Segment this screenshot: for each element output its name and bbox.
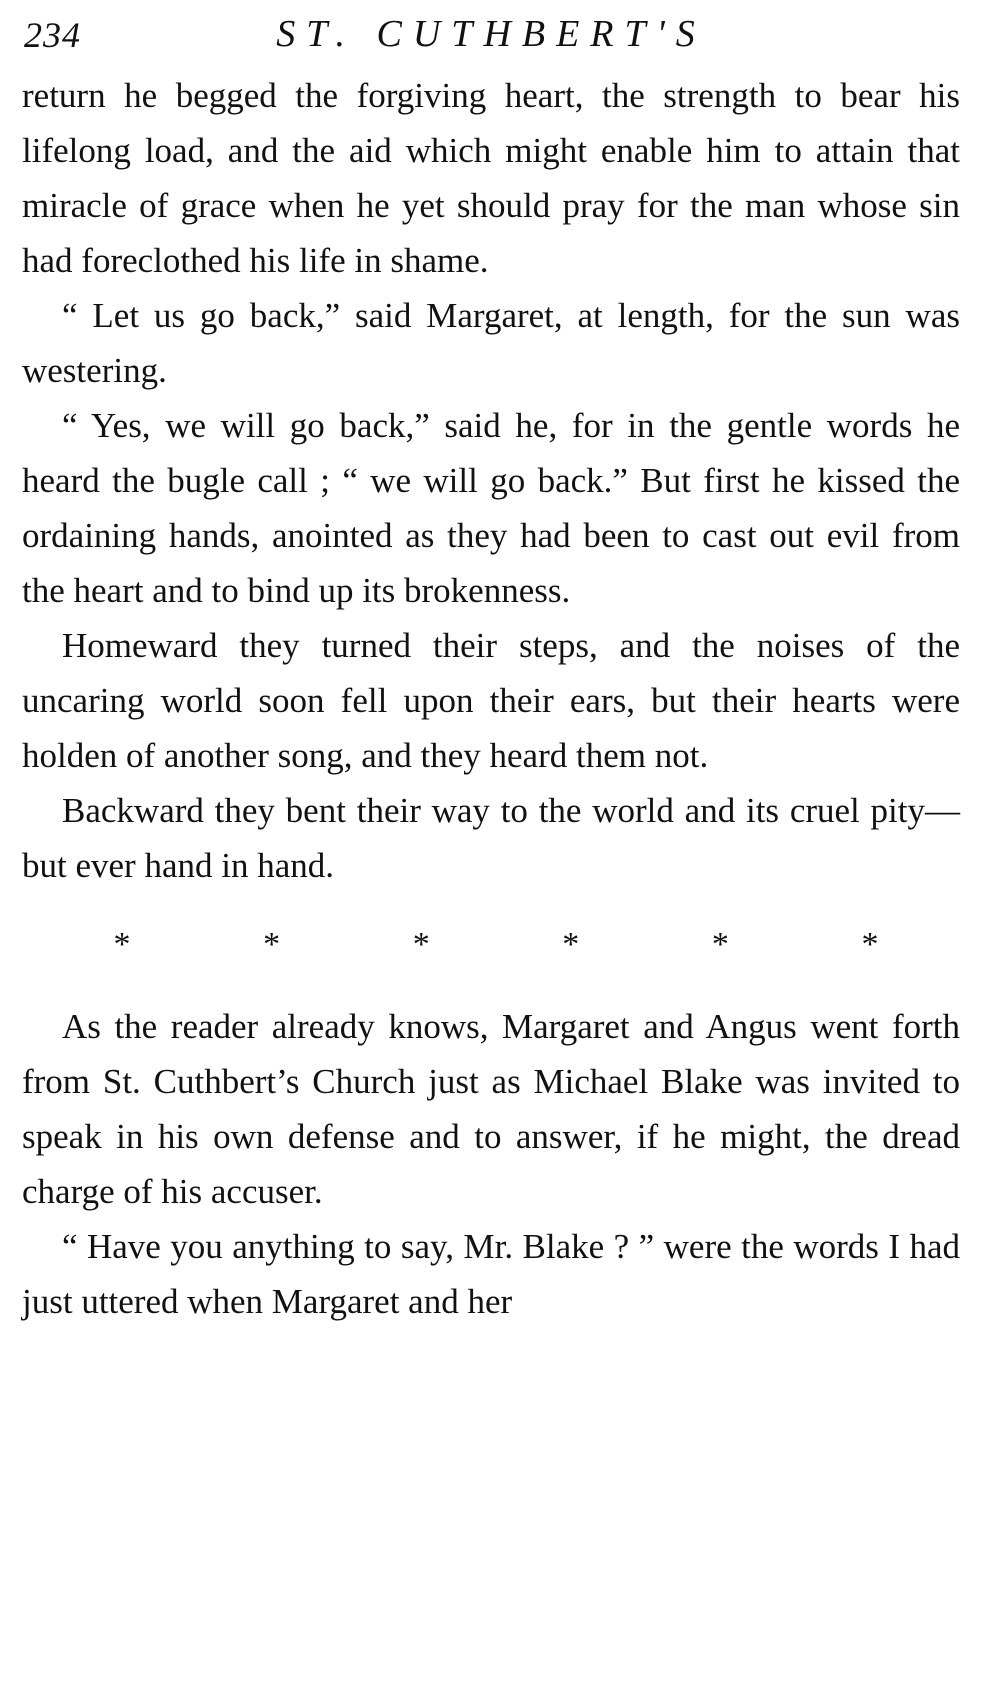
separator-star: *: [263, 926, 281, 963]
separator-star: *: [711, 926, 729, 963]
paragraph-continuation: return he begged the forgiving heart, the strength to bear his lifelong load, and the aid which might enable him to attain that miracle of grace when he yet should pray for the man whose sin had foreclothed his life in shame.: [22, 76, 960, 280]
separator-star: *: [861, 926, 879, 963]
paragraph-backward: Backward they bent their way to the world and its cruel pity—but ever hand in hand.: [22, 791, 960, 885]
separator-star: *: [113, 926, 131, 963]
section-separator: [22, 915, 960, 975]
separator-star: *: [412, 926, 430, 963]
paragraph-homeward: Homeward they turned their steps, and the noises of the uncaring world soon fell upon their ears, but their hearts were holden of another song, and they heard them not.: [22, 626, 960, 775]
book-page: [22, 0, 960, 1693]
paragraph-reader-knows: As the reader already knows, Margaret and Angus went forth from St. Cuthbert’s Church just as Michael Blake was invited to speak in his own defense and to answer, if he might, the dread charge of his accuser.: [22, 1007, 960, 1211]
separator-star: *: [562, 926, 580, 963]
page-header: [22, 0, 960, 68]
running-head: ST. CUTHBERT'S: [276, 13, 706, 55]
page-number: 234: [24, 15, 81, 55]
paragraph-margaret-go-back: “ Let us go back,” said Margaret, at length, for the sun was westering.: [22, 296, 960, 390]
paragraph-yes-go-back: “ Yes, we will go back,” said he, for in the gentle words he heard the bugle call ; “ we will go back.” But first he kissed the ordaining hands, anointed as they had been to cast out evil from the heart and to bind up its brokenness.: [22, 406, 960, 610]
paragraph-have-you-anything: “ Have you anything to say, Mr. Blake ? ” were the words I had just uttered when Margaret and her: [22, 1227, 960, 1321]
